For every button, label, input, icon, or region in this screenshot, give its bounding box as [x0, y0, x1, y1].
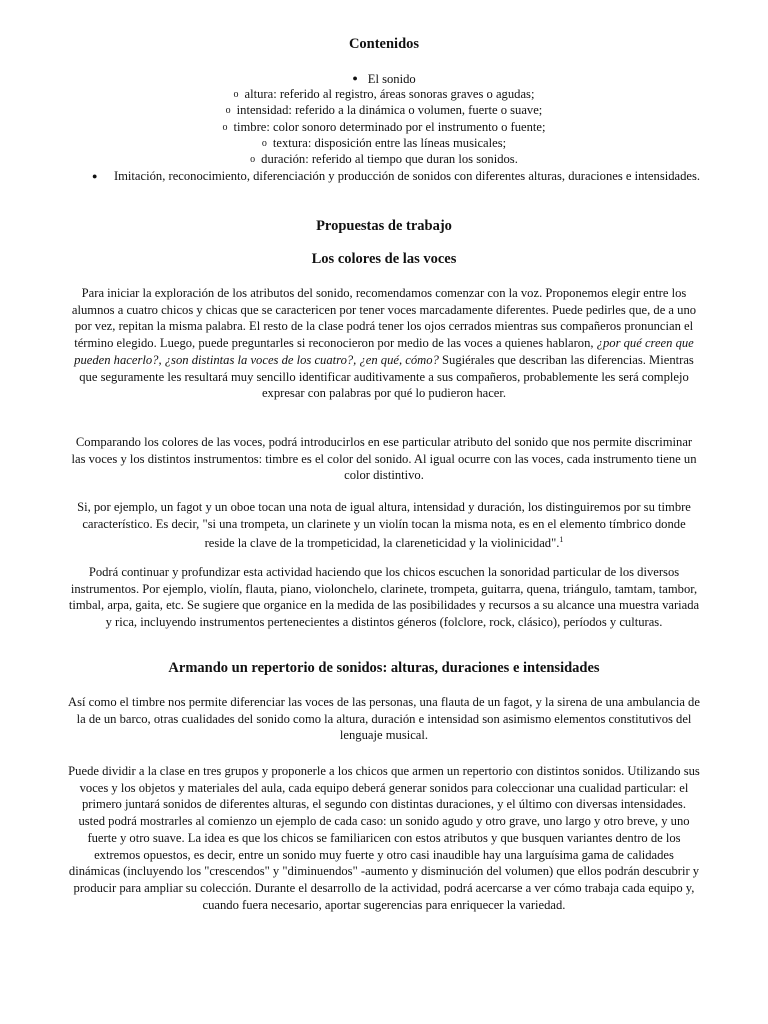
circle-bullet-icon: o	[225, 105, 231, 116]
circle-bullet-icon: o	[250, 154, 256, 165]
paragraph-fagot-oboe: Si, por ejemplo, un fagot y un oboe tocan una nota de igual altura, intensidad y duración, los distinguiremos por su timbre característico. Es decir, "si una trompeta, un clarinete y un violín tocan la misma nota, es en el elemento tímbrico donde reside la clave de la trompeticidad, la clareneticidad y la violinicidad".$^1$	[77, 500, 691, 551]
circle-bullet-icon: o	[222, 122, 228, 133]
sub-item-timbre: o timbre: color sonoro determinado por el instrumento o fuente;	[222, 120, 546, 134]
sub-item-duracion: o duración: referido al tiempo que duran los sonidos.	[250, 152, 518, 166]
sub-item-altura: o altura: referido al registro, áreas sonoras graves o agudas;	[233, 87, 535, 101]
paragraph-repertorio: Puede dividir a la clase en tres grupos y proponerle a los chicos que armen un repertorio con distintos sonidos. Utilizando sus voces y los objetos y materiales del aula, cada equipo deberá generar sonidos para coleccionar una cualidad particular: el primero juntará sonidos de diferentes alturas, el segundo con distintas duraciones, y el último con diversas intensidades. usted podrá mostrarles al comienzo un ejemplo de cada caso: un sonido agudo y otro grave, uno largo y otro breve, y uno fuerte y otro suave. La idea es que los chicos se familiaricen con estos atributos y que busquen variantes dentro de los extremos opuestos, es decir, entre un sonido muy fuerte y otro casi inaudible hay una larguísima gama de calidades dinámicas (incluyendo los "crescendos" y "diminuendos" -aumento y disminución del volumen) que ellos podrán descubrir y producir para ampliar su colección. Durante el desarrollo de la actividad, podrá acercarse a ver cómo trabaja cada equipo y, cuando fuera necesario, aportar sugerencias para enriquecer la variedad.	[68, 764, 700, 912]
armando-heading: Armando un repertorio de sonidos: alturas, duraciones e intensidades	[168, 660, 600, 676]
sub-item-textura: o textura: disposición entre las líneas musicales;	[261, 136, 507, 150]
paragraph-timbre: Comparando los colores de las voces, podrá introducirlos en ese particular atributo del sonido que nos permite discriminar las voces y los distintos instrumentos: timbre es el color del sonido. Al igual ocurre con las voces, cada instrumento tiene un color distintivo.	[71, 435, 697, 483]
circle-bullet-icon: o	[261, 138, 267, 149]
bullet-imitacion: ● Imitación, reconocimiento, diferenciación y producción de sonidos con diferentes alturas, duraciones e intensidades.	[92, 169, 701, 183]
circle-bullet-icon: o	[233, 89, 239, 100]
bullet-el-sonido: ● El sonido	[352, 72, 416, 86]
paragraph-cualidades: Así como el timbre nos permite diferenciar las voces de las personas, una flauta de un fagot, y la sirena de una ambulancia de la de un barco, otras cualidades del sonido como la altura, duración e intensidad son asimismo elementos constitutivos del lenguaje musical.	[68, 695, 700, 743]
paragraph-exploracion: Para iniciar la exploración de los atributos del sonido, recomendamos comenzar con la voz. Proponemos elegir entre los alumnos a cuatro chicos y chicas que se caractericen por tener voces marcadamente diferentes. Puede pedirles que, de a uno por vez, repitan la misma palabra. El resto de la clase podrá tener los ojos cerrados mientras sus compañeros pronuncian el término elegido. Luego, puede preguntarles si reconocieron por medio de las voces a quienes hablaron, ¿por qué creen que pueden hacerlo?, ¿son distintas la voces de los cuatro?, ¿en qué, cómo? Sugiérales que describan las diferencias. Mientras que seguramente les resultará muy sencillo identificar auditivamente a sus compañeros, probablemente les será complejo expresar con palabras por qué lo pudieron hacer.	[71, 286, 697, 401]
bullet-dot-icon: ●	[92, 171, 98, 181]
footnote-marker[interactable]: 1	[559, 535, 564, 545]
colores-heading: Los colores de las voces	[311, 251, 457, 267]
paragraph-instrumentos: Podrá continuar y profundizar esta actividad haciendo que los chicos escuchen la sonoridad particular de los diversos instrumentos. Por ejemplo, violín, flauta, piano, violonchelo, clarinete, trompeta, guitarra, quena, triángulo, tamtam, tambor, timbal, arpa, gaita, etc. Se sugiere que organice en la medida de las posibilidades y recursos a su alcance una muestra variada y rica, incluyendo instrumentos pertenecientes a distintos géneros (folclore, rock, clásico), períodos y culturas.	[68, 565, 700, 630]
propuestas-heading: Propuestas de trabajo	[316, 218, 452, 234]
bullet-dot-icon: ●	[352, 73, 358, 83]
contenidos-heading: Contenidos	[348, 36, 420, 52]
sub-item-intensidad: o intensidad: referido a la dinámica o volumen, fuerte o suave;	[225, 103, 543, 117]
